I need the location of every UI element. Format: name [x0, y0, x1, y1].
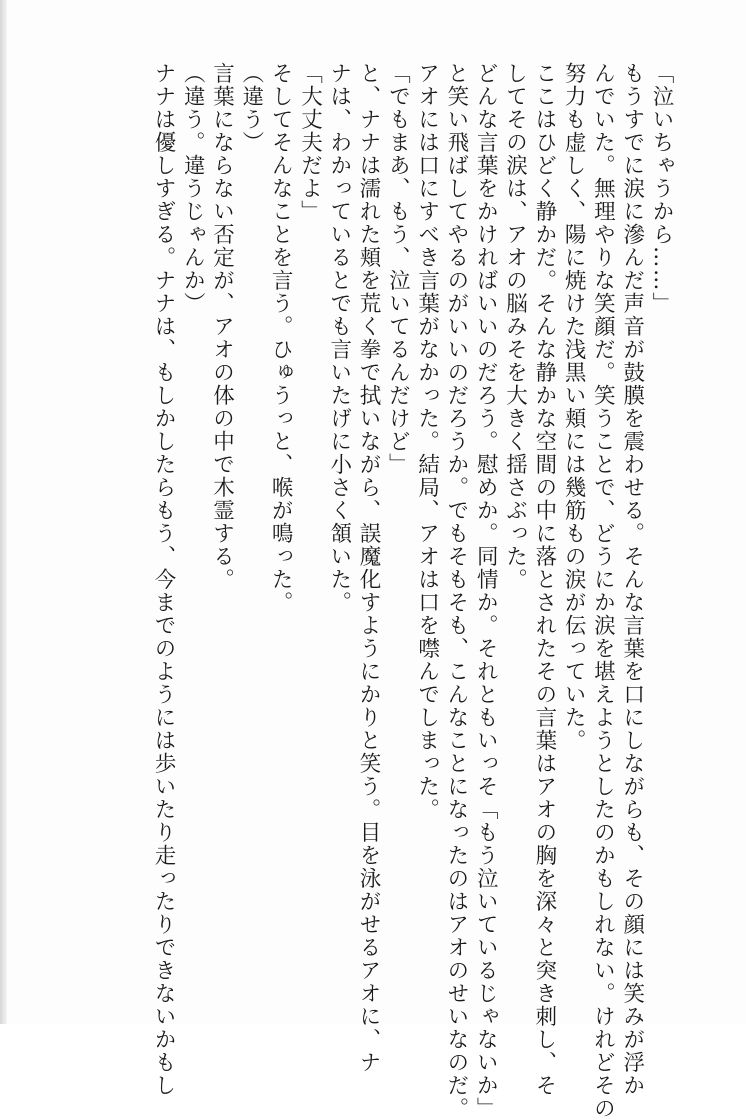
text-line: どんな言葉をかければいいのだろう。慰めか。同情か。それともいっそ「もう泣いているじゃないか」	[473, 62, 499, 1120]
page-edge-shadow	[0, 0, 7, 1024]
text-line: と、ナナは濡れた頬を荒く拳で拭いながら、誤魔化すようにかりと笑う。目を泳がせるアオに、ナ	[356, 62, 382, 1074]
text-line: と笑い飛ばしてやるのがいいのだろうか。でもそもそも、こんなことになったのはアオのせいなのだ。	[443, 62, 469, 1120]
text-line: ナナは優しすぎる。ナナは、もしかしたらもう、今までのようには歩いたり走ったりできないかもし	[150, 62, 176, 1097]
text-line: してその涙は、アオの脳みそを大きく揺さぶった。	[502, 62, 528, 591]
text-line: んでいた。無理やりな笑顔だ。笑うことで、どうにか涙を堪えようとしたのかもしれない。けれどその	[590, 62, 616, 1120]
text-line: 「でもまあ、もう、泣いてるんだけど」	[385, 62, 411, 476]
text-line: アオには口にすべき言葉がなかった。結局、アオは口を噤んでしまった。	[414, 62, 440, 821]
text-line: 「大丈夫だよ」	[297, 62, 323, 223]
text-line: ここはひどく静かだ。そんな静かな空間の中に落とされたその言葉はアオの胸を深々と突き刺し、そ	[531, 62, 557, 1097]
text-line: もうすでに涙に滲んだ声音が鼓膜を震わせる。そんな言葉を口にしながらも、その顔には笑みが浮か	[619, 62, 645, 1097]
text-line: 「泣いちゃうから……」	[649, 62, 674, 315]
text-line: 言葉にならない否定が、アオの体の中で木霊する。	[209, 62, 235, 591]
text-line: そしてそんなことを言う。ひゅうっと、喉が鳴った。	[268, 62, 294, 614]
vertical-text-body	[149, 62, 676, 1120]
text-line: 努力も虚しく、陽に焼けた浅黒い頬には幾筋もの涙が伝っていた。	[561, 62, 587, 752]
text-line: ナは、わかっているとでも言いたげに小さく頷いた。	[326, 62, 352, 614]
text-line: （違う）	[238, 62, 264, 154]
book-page	[7, 0, 746, 1120]
text-line: （違う。違うじゃんか）	[180, 62, 206, 315]
